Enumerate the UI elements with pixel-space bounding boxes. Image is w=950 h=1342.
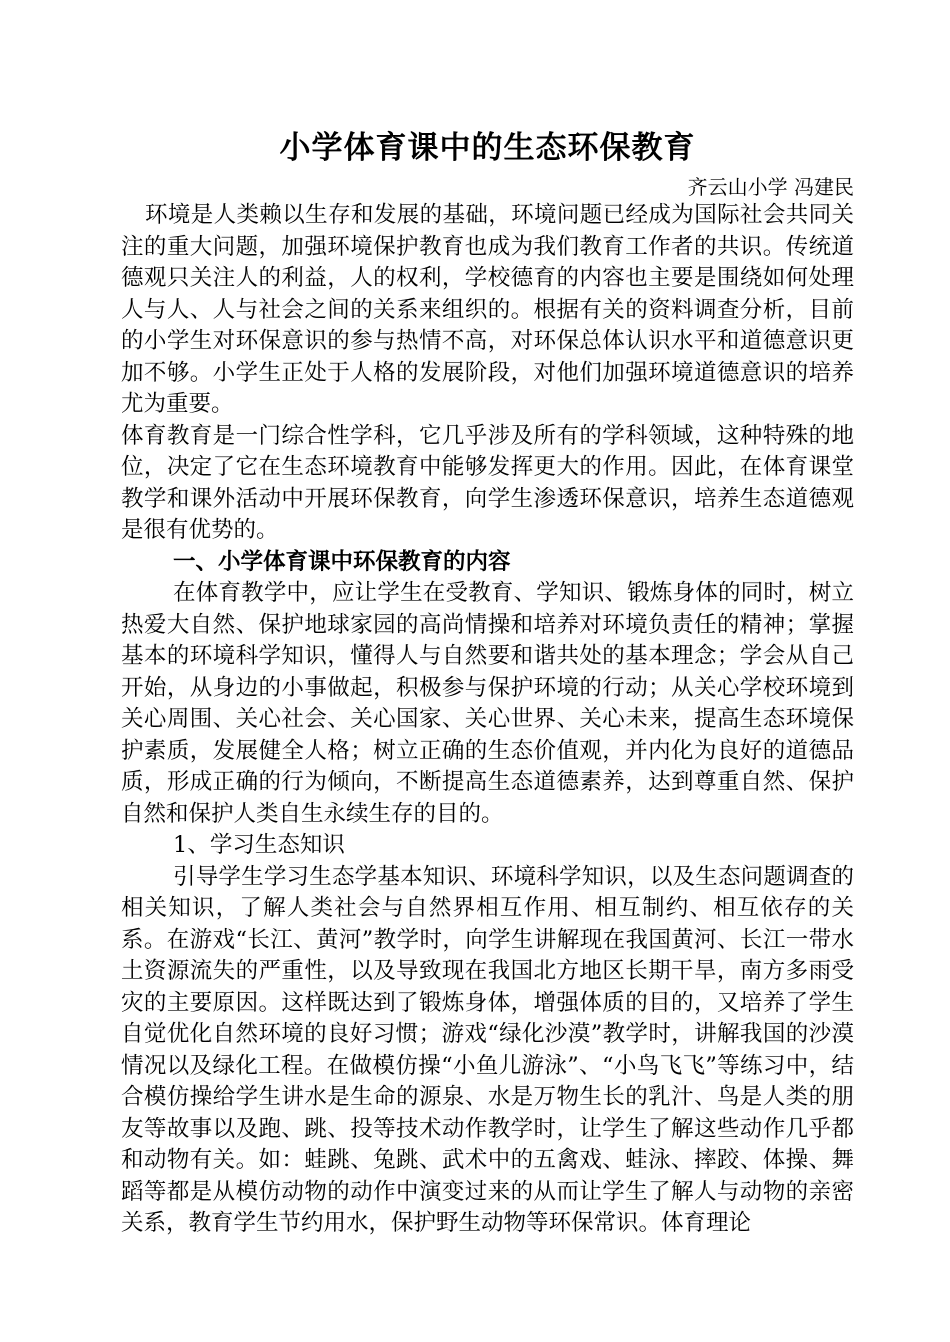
section-heading-content: 一、小学体育课中环保教育的内容 (173, 548, 511, 575)
document-page (121, 128, 854, 1240)
paragraph-physical-education: 体育教育是一门综合性学科，它几乎涉及所有的学科领域，这种特殊的地位，决定了它在生态环境教育中能够发挥更大的作用。因此，在体育课堂教学和课外活动中开展环保教育，向学生渗透环保意识，培养生态道德观是很有优势的。 (121, 422, 854, 543)
document-title: 小学体育课中的生态环保教育 (279, 130, 696, 166)
paragraph-content: 在体育教学中，应让学生在受教育、学知识、锻炼身体的同时，树立热爱大自然、保护地球家园的高尚情操和培养对环境负责任的精神；掌握基本的环境科学知识，懂得人与自然要和谐共处的基本理念；学会从自己开始，从身边的小事做起，积极参与保护环境的行动；从关心学校环境到关心周围、关心社会、关心国家、关心世界、关心未来，提高生态环境保护素质，发展健全人格；树立正确的生态价值观，并内化为良好的道德品质，形成正确的行为倾向，不断提高生态道德素养，达到尊重自然、保护自然和保护人类自生永续生存的目的。 (121, 580, 854, 827)
paragraph-intro: 环境是人类赖以生存和发展的基础，环境问题已经成为国际社会共同关注的重大问题，加强环境保护教育也成为我们教育工作者的共识。传统道德观只关注人的利益，人的权利，学校德育的内容也主要是围绕如何处理人与人、人与社会之间的关系来组织的。根据有关的资料调查分析，目前的小学生对环保意识的参与热情不高，对环保总体认识水平和道德意识更加不够。小学生正处于人格的发展阶段，对他们加强环境道德意识的培养尤为重要。 (121, 202, 854, 417)
subsection-heading-ecology: 1、学习生态知识 (173, 832, 345, 858)
author-line: 齐云山小学 冯建民 (687, 175, 854, 199)
paragraph-ecology-knowledge: 引导学生学习生态学基本知识、环境科学知识，以及生态问题调查的相关知识，了解人类社会与自然界相互作用、相互制约、相互依存的关系。在游戏“长江、黄河”教学时，向学生讲解现在我国黄河、长江一带水土资源流失的严重性，以及导致现在我国北方地区长期干旱，南方多雨受灾的主要原因。这样既达到了锻炼身体，增强体质的目的，又培养了学生自觉优化自然环境的良好习惯；游戏“绿化沙漠”教学时，讲解我国的沙漠情况以及绿化工程。在做模仿操“小鱼儿游泳”、“小鸟飞飞”等练习中，结合模仿操给学生讲水是生命的源泉、水是万物生长的乳汁、鸟是人类的朋友等故事以及跑、跳、投等技术动作教学时，让学生了解这些动作几乎都和动物有关。如：蛙跳、兔跳、武术中的五禽戏、蛙泳、摔跤、体操、舞蹈等都是从模仿动物的动作中演变过来的从而让学生了解人与动物的亲密关系，教育学生节约用水，保护野生动物等环保常识。体育理论 (121, 863, 854, 1236)
